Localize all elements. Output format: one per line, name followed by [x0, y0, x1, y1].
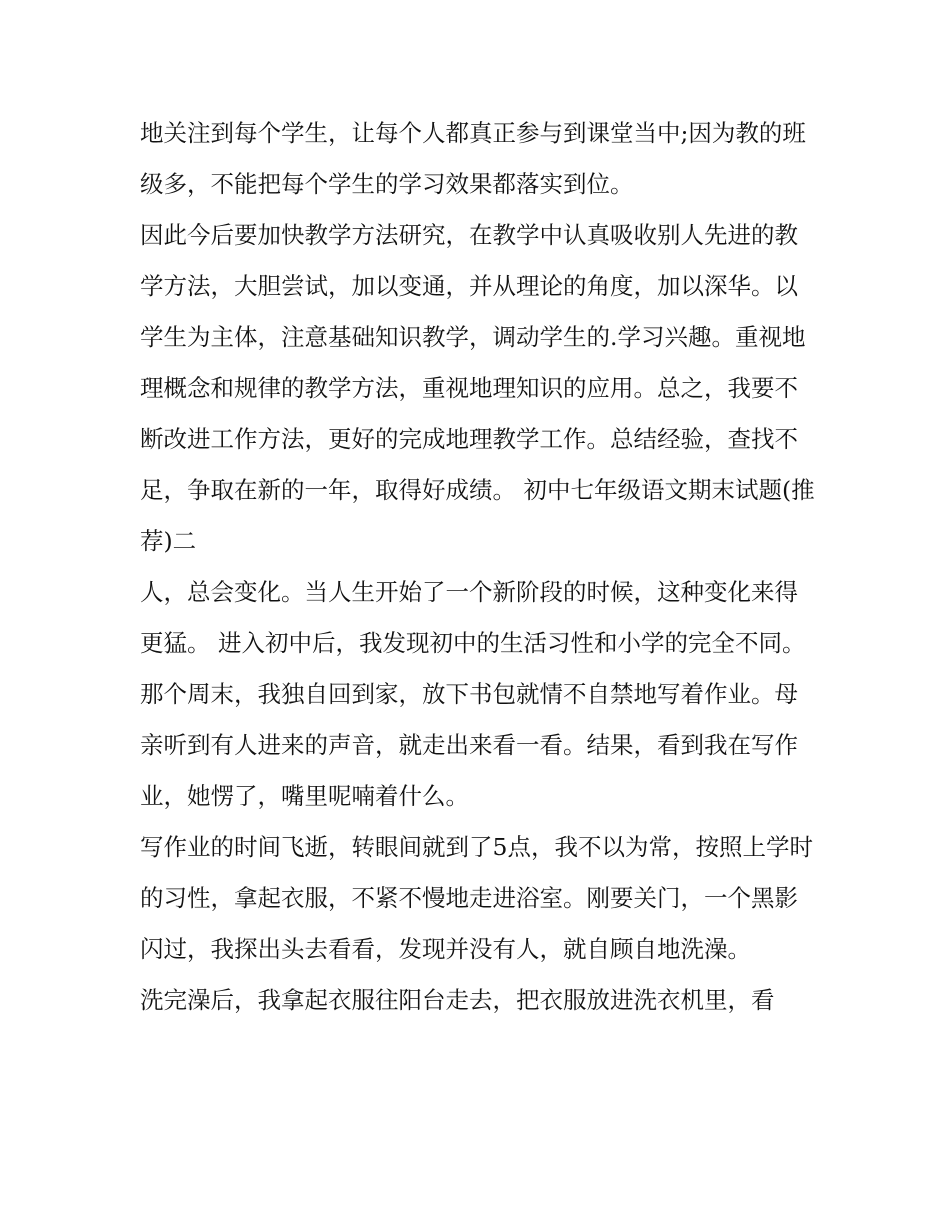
paragraph-3: 人，总会变化。当人生开始了一个新阶段的时候，这种变化来得更猛。 进入初中后，我发现初中的生活习性和小学的完全不同。	[140, 578, 806, 657]
document-body	[140, 108, 820, 1026]
paragraph-5: 写作业的时间飞逝，转眼间就到了5点，我不以为常，按照上学时的习性，拿起衣服，不紧不慢地走进浴室。刚要关门，一个黑影闪过，我探出头去看看，发现并没有人，就自顾自地洗澡。	[140, 833, 813, 963]
paragraph-2: 因此今后要加快教学方法研究，在教学中认真吸收别人先进的教学方法，大胆尝试，加以变通，并从理论的角度，加以深华。以学生为主体，注意基础知识教学，调动学生的.学习兴趣。重视地理概念和规律的教学方法，重视地理知识的应用。总之，我要不断改进工作方法，更好的完成地理教学工作。总结经验，查找不足，争取在新的一年，取得好成绩。 初中七年级语文期末试题(推荐)二	[140, 221, 815, 555]
paragraph-6: 洗完澡后，我拿起衣服往阳台走去，把衣服放进洗衣机里，看	[140, 986, 775, 1014]
paragraph-1: 地关注到每个学生，让每个人都真正参与到课堂当中;因为教的班级多，不能把每个学生的学习效果都落实到位。	[140, 119, 806, 198]
paragraph-4: 那个周末，我独自回到家，放下书包就情不自禁地写着作业。母亲听到有人进来的声音，就走出来看一看。结果，看到我在写作业，她愣了，嘴里呢喃着什么。	[140, 680, 798, 810]
